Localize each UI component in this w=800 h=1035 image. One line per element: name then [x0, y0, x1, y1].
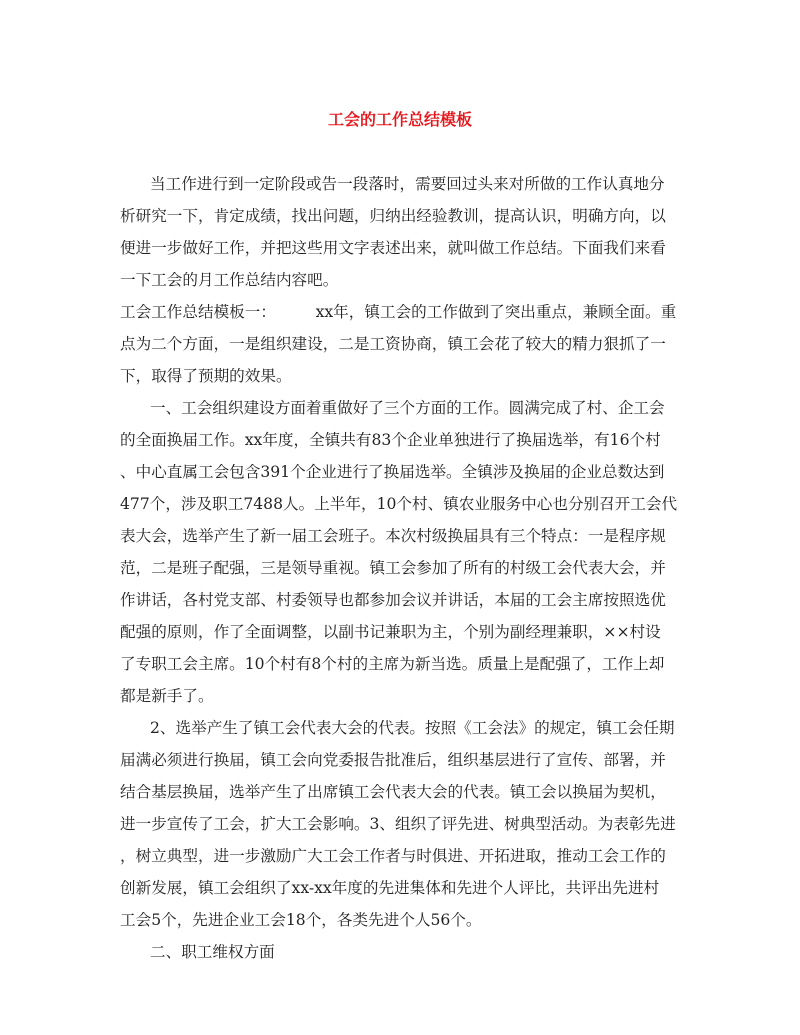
text-line: 的全面换届工作。xx年度，全镇共有83个企业单独进行了换届选举，有16个村	[120, 431, 661, 449]
text-line: 二、职工维权方面	[150, 943, 275, 961]
text-line: 下，取得了预期的效果。	[120, 367, 292, 385]
text-line: 作讲话，各村党支部、村委领导也都参加会议并讲话，本届的工会主席按照选优	[120, 591, 666, 609]
text-line: 点为二个方面，一是组织建设，二是工资协商，镇工会花了较大的精力狠抓了一	[120, 335, 666, 353]
document-title: 工会的工作总结模板	[327, 110, 472, 129]
text-line: 工会5个，先进企业工会18个，各类先进个人56个。	[120, 911, 482, 929]
text-line: 477个，涉及职工7488人。上半年，10个村、镇农业服务中心也分别召开工会代	[120, 495, 678, 513]
text-line: 2、选举产生了镇工会代表大会的代表。按照《工会法》的规定，镇工会任期	[150, 719, 675, 737]
text-line: 届满必须进行换届，镇工会向党委报告批准后，组织基层进行了宣传、部署，并	[120, 751, 666, 769]
text-line: 配强的原则，作了全面调整，以副书记兼职为主，个别为副经理兼职，××村设	[120, 623, 661, 641]
text-line: 了专职工会主席。10个村有8个村的主席为新当选。质量上是配强了，工作上却	[120, 655, 665, 673]
text-line: 都是新手了。	[120, 687, 214, 705]
text-line: 进一步宣传了工会，扩大工会影响。3、组织了评先进、树典型活动。为表彰先进	[120, 815, 676, 833]
text-line: 当工作进行到一定阶段或告一段落时，需要回过头来对所做的工作认真地分	[150, 175, 665, 193]
text-line: 一下工会的月工作总结内容吧。	[120, 271, 339, 289]
text-line: ，树立典型，进一步激励广大工会工作者与时俱进、开拓进取，推动工会工作的	[120, 847, 666, 865]
text-line: 创新发展，镇工会组织了xx-xx年度的先进集体和先进个人评比，共评出先进村	[120, 879, 660, 897]
text-line: 工会工作总结模板一： xx年，镇工会的工作做到了突出重点，兼顾全面。重	[120, 303, 677, 321]
text-line: 表大会，选举产生了新一届工会班子。本次村级换届具有三个特点：一是程序规	[120, 527, 666, 545]
text-line: 一、工会组织建设方面着重做好了三个方面的工作。圆满完成了村、企工会	[150, 399, 665, 417]
text-line: 结合基层换届，选举产生了出席镇工会代表大会的代表。镇工会以换届为契机，	[120, 783, 666, 801]
text-line: 析研究一下，肯定成绩，找出问题，归纳出经验教训，提高认识，明确方向，以	[120, 207, 666, 225]
document-body	[120, 168, 680, 968]
text-line: 、中心直属工会包含391个企业进行了换届选举。全镇涉及换届的企业总数达到	[120, 463, 665, 481]
text-line: 范，二是班子配强，三是领导重视。镇工会参加了所有的村级工会代表大会，并	[120, 559, 666, 577]
text-line: 便进一步做好工作，并把这些用文字表述出来，就叫做工作总结。下面我们来看	[120, 239, 666, 257]
